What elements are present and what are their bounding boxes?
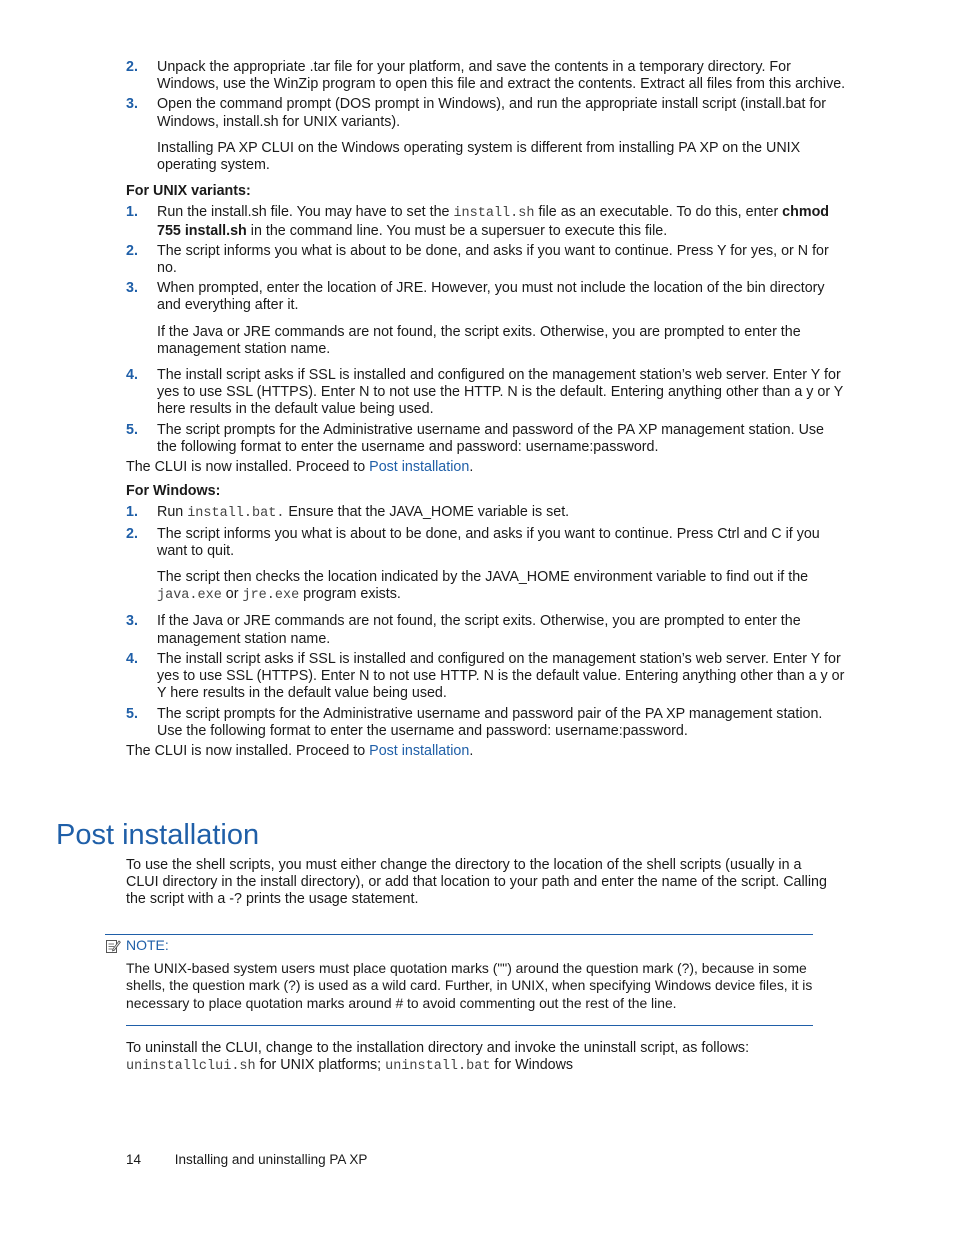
post-installation-intro — [126, 857, 836, 909]
list-item — [126, 526, 846, 605]
step-text: Open the command prompt (DOS prompt in Windows), and run the appropriate install script (install.bat for Windows, install.sh for UNIX variants). — [157, 96, 827, 130]
windows-heading: For Windows: — [126, 483, 221, 500]
footer-title: Installing and uninstalling PA XP — [174, 1152, 368, 1167]
step-number: 3. — [126, 613, 138, 630]
step-extra-text: If the Java or JRE commands are not found, the script exits. Otherwise, you are prompted to enter the management station name. — [157, 323, 801, 357]
code-install-bat: install.bat. — [187, 506, 285, 522]
text-run: Run — [157, 504, 188, 521]
main-content — [126, 59, 846, 767]
list-item — [126, 243, 846, 277]
step-extra-text: Installing PA XP CLUI on the Windows operating system is different from installing PA XP on the UNIX operating system. — [157, 139, 801, 174]
list-item — [126, 613, 846, 647]
step-number: 2. — [126, 525, 138, 542]
list-item — [126, 59, 846, 93]
list-item — [126, 504, 846, 522]
step-number: 4. — [126, 367, 138, 384]
note-header — [105, 937, 813, 954]
step-text: The script informs you what is about to be done, and asks if you want to continue. Press Y for yes, or N for no. — [157, 242, 829, 277]
code-uninstall-bat: uninstall.bat — [385, 1059, 491, 1075]
uninstall-paragraph — [126, 1040, 836, 1075]
note-divider — [126, 1025, 813, 1026]
unix-heading: For UNIX variants: — [126, 183, 251, 200]
step-number: 1. — [126, 504, 138, 521]
note-icon — [105, 938, 121, 954]
note-label: NOTE: — [126, 937, 169, 953]
step-text — [157, 504, 846, 522]
step-number: 3. — [126, 96, 138, 113]
list-item — [126, 96, 846, 174]
text-run: for UNIX platforms; — [255, 1057, 386, 1074]
step-text: The script prompts for the Administrative username and password of the PA XP management station. Use the following format to enter the username and password: username:password. — [157, 421, 824, 455]
step-text — [157, 204, 846, 239]
page-number: 14 — [126, 1152, 142, 1167]
step-text: Unpack the appropriate .tar file for your platform, and save the contents in a temporary directory. For Windows, use the WinZip program to open this file and extract the contents. Extract all files from this archive. — [157, 59, 846, 93]
windows-done-text — [126, 743, 846, 760]
page-footer — [126, 1151, 367, 1168]
note-box — [105, 934, 813, 1012]
intro-text: To use the shell scripts, you must either change the directory to the location of the shell scripts (usually in a CLUI directory in the install directory), or add that location to your path and enter the name of the script. Calling the script with a -? prints the usage statement. — [126, 857, 827, 908]
list-item — [126, 706, 846, 740]
uninstall-line-2 — [126, 1057, 836, 1075]
step-text: The install script asks if SSL is installed and configured on the management station’s web server. Enter Y for yes to use SSL (HTTPS). Enter N to not use HTTP. N is the default value. Entering anything other than a y or Y here results in the default value being used. — [157, 650, 845, 702]
step-extra-text — [157, 569, 846, 604]
step-text: The script informs you what is about to be done, and asks if you want to continue. Press Ctrl and C if you want to quit. — [157, 525, 820, 559]
step-number: 3. — [126, 280, 138, 297]
text-run: program exists. — [299, 586, 401, 603]
text-run: . — [469, 742, 474, 759]
windows-step-list — [126, 504, 846, 739]
note-body: The UNIX-based system users must place quotation marks ("") around the question mark (?), because in some shells, the question mark (?) is used as a wild card. Further, in UNIX, when specifying Windows device files, it is necessary to place quotation marks around # to avoid commenting out the rest of the line. — [126, 960, 813, 1011]
post-installation-link[interactable]: Post installation — [369, 742, 470, 759]
text-run: for Windows — [490, 1057, 574, 1074]
list-item — [126, 651, 846, 703]
text-run: The CLUI is now installed. Proceed to — [126, 742, 370, 759]
step-text: The script prompts for the Administrative username and password pair of the PA XP management station. Use the following format to enter the username and password: username:password. — [157, 705, 823, 739]
list-item — [126, 422, 846, 456]
code-install-sh: install.sh — [453, 206, 535, 222]
text-run: The CLUI is now installed. Proceed to — [126, 459, 370, 476]
step-number: 1. — [126, 204, 138, 221]
post-installation-heading: Post installation — [56, 819, 260, 851]
post-installation-link[interactable]: Post installation — [369, 459, 470, 476]
list-item — [126, 204, 846, 239]
step-number: 4. — [126, 650, 138, 667]
top-step-list — [126, 59, 846, 174]
code-uninstallclui-sh: uninstallclui.sh — [126, 1059, 256, 1075]
code-java-exe: java.exe — [157, 588, 222, 604]
unix-done-text — [126, 459, 846, 476]
text-run: file as an executable. To do this, enter — [534, 204, 783, 221]
text-run: Ensure that the JAVA_HOME variable is set. — [284, 504, 570, 521]
text-run: The script then checks the location indicated by the JAVA_HOME environment variable to find out if the — [157, 569, 809, 586]
unix-step-list — [126, 204, 846, 456]
text-run: . — [469, 459, 474, 476]
step-number: 5. — [126, 705, 138, 722]
step-text: The install script asks if SSL is installed and configured on the management station’s web server. Enter Y for yes to use SSL (HTTPS). Enter N to not use the HTTP. N is the default. Entering anything other than a y or Y here results in the default value being used. — [157, 367, 844, 418]
code-jre-exe: jre.exe — [242, 588, 300, 604]
uninstall-line-1: To uninstall the CLUI, change to the installation directory and invoke the uninstall script, as follows: — [126, 1040, 750, 1056]
step-number: 5. — [126, 421, 138, 438]
step-text: If the Java or JRE commands are not found, the script exits. Otherwise, you are prompted to enter the management station name. — [157, 613, 801, 647]
text-run: in the command line. You must be a supersuer to execute this file. — [246, 222, 668, 239]
step-number: 2. — [126, 242, 138, 259]
command-chmod: chmod 755 install.sh — [157, 204, 830, 239]
list-item — [126, 280, 846, 358]
list-item — [126, 367, 846, 419]
text-run: Run the install.sh file. You may have to set the — [157, 204, 454, 221]
step-text: When prompted, enter the location of JRE. However, you must not include the location of the bin directory and everything after it. — [157, 280, 825, 314]
text-run: or — [221, 586, 243, 603]
step-number: 2. — [126, 59, 138, 75]
